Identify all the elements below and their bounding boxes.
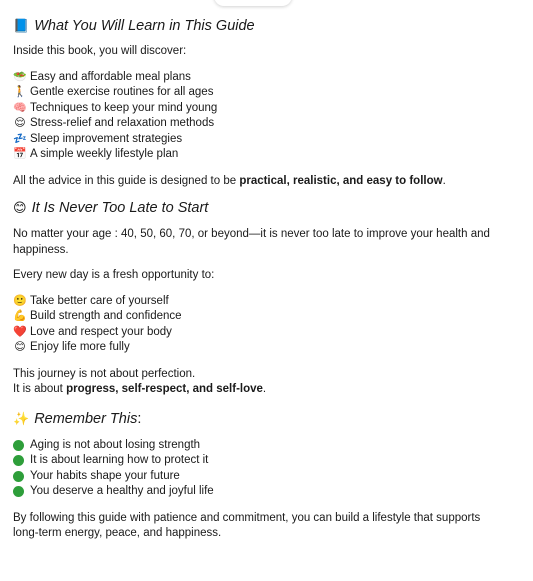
list-item [13,116,513,132]
smiling-face-icon: 😊 [13,200,27,215]
list-item [13,132,513,148]
list-item [13,340,513,356]
list-item [13,469,513,485]
list-item [13,101,513,117]
remember-heading [13,409,513,429]
opportunity-list [13,294,513,356]
green-circle-icon [13,455,24,466]
learn-intro: Inside this book, you will discover: [13,45,187,57]
list-item [13,325,513,341]
list-item-text: It is about learning how to protect it [30,454,209,466]
green-circle-icon [13,471,24,482]
list-item-text: Enjoy life more fully [30,341,130,353]
list-item [13,85,513,101]
list-item [13,453,513,469]
list-item-text: Techniques to keep your mind young [30,101,218,114]
relieved-face-icon: 😌 [14,117,26,129]
advice-suffix: . [442,174,446,187]
learn-heading-text: What You Will Learn in This Guide [34,18,255,34]
list-item-text: Aging is not about losing strength [30,438,201,451]
list-item [13,438,513,454]
about-suffix: . [262,383,267,395]
book-icon: 📘 [13,18,30,33]
red-heart-icon: ❤️ [13,325,27,338]
advice-text: All the advice in this guide is designed to be [13,174,240,187]
about-bold-text: progress, self-respect, and self-love [66,383,263,395]
list-item [13,484,513,500]
list-item [13,309,513,325]
list-item-text: Take better care of yourself [30,294,169,307]
remember-title: Remember This [34,410,138,427]
flexed-biceps-icon: 💪 [13,310,27,322]
slight-smile-icon: 🙂 [13,294,27,307]
never-late-heading-text: It Is Never Too Late to Start [31,200,209,216]
remember-list [13,438,513,500]
list-item-text: Love and respect your body [30,325,172,338]
list-item [13,147,513,163]
remember-colon: : [137,410,142,427]
smiling-face-icon: 😊 [14,341,26,353]
green-circle-icon [13,440,24,451]
never-late-heading [13,198,513,218]
calendar-icon: 📅 [13,148,27,160]
brain-icon: 🧠 [13,101,27,114]
list-item-text: Gentle exercise routines for all ages [30,86,214,98]
list-item [13,70,513,86]
list-item-text: You deserve a healthy and joyful life [30,485,214,497]
walking-person-icon: 🚶 [13,86,27,98]
closing-paragraph: By following this guide with patience and commitment, you can build a lifestyle that supports long-term energy, peace, and happiness. [13,511,481,539]
remember-heading-text [34,409,141,429]
advice-bold-text: practical, realistic, and easy to follow [239,174,443,187]
salad-icon: 🥗 [13,70,27,83]
list-item-text: Sleep improvement strategies [30,132,183,145]
sparkles-icon: ✨ [13,410,30,426]
about-line [13,382,513,398]
list-item-text: A simple weekly lifestyle plan [30,148,179,160]
green-circle-icon [13,486,24,497]
about-text: It is about [13,383,67,395]
zzz-icon: 💤 [13,132,27,145]
guide-content [13,0,513,542]
age-paragraph: No matter your age : 40, 50, 60, 70, or beyond—it is never too late to improve your health and happiness. [13,228,490,256]
list-item-text: Your habits shape your future [30,469,180,482]
list-item-text: Build strength and confidence [30,310,182,322]
opportunity-paragraph: Every new day is a fresh opportunity to: [13,269,215,281]
list-item-text: Stress-relief and relaxation methods [30,117,215,129]
list-item [13,294,513,310]
journey-line: This journey is not about perfection. [13,367,196,380]
advice-paragraph [13,174,513,190]
list-item-text: Easy and affordable meal plans [30,70,191,83]
learn-list [13,70,513,163]
learn-heading [13,16,513,36]
